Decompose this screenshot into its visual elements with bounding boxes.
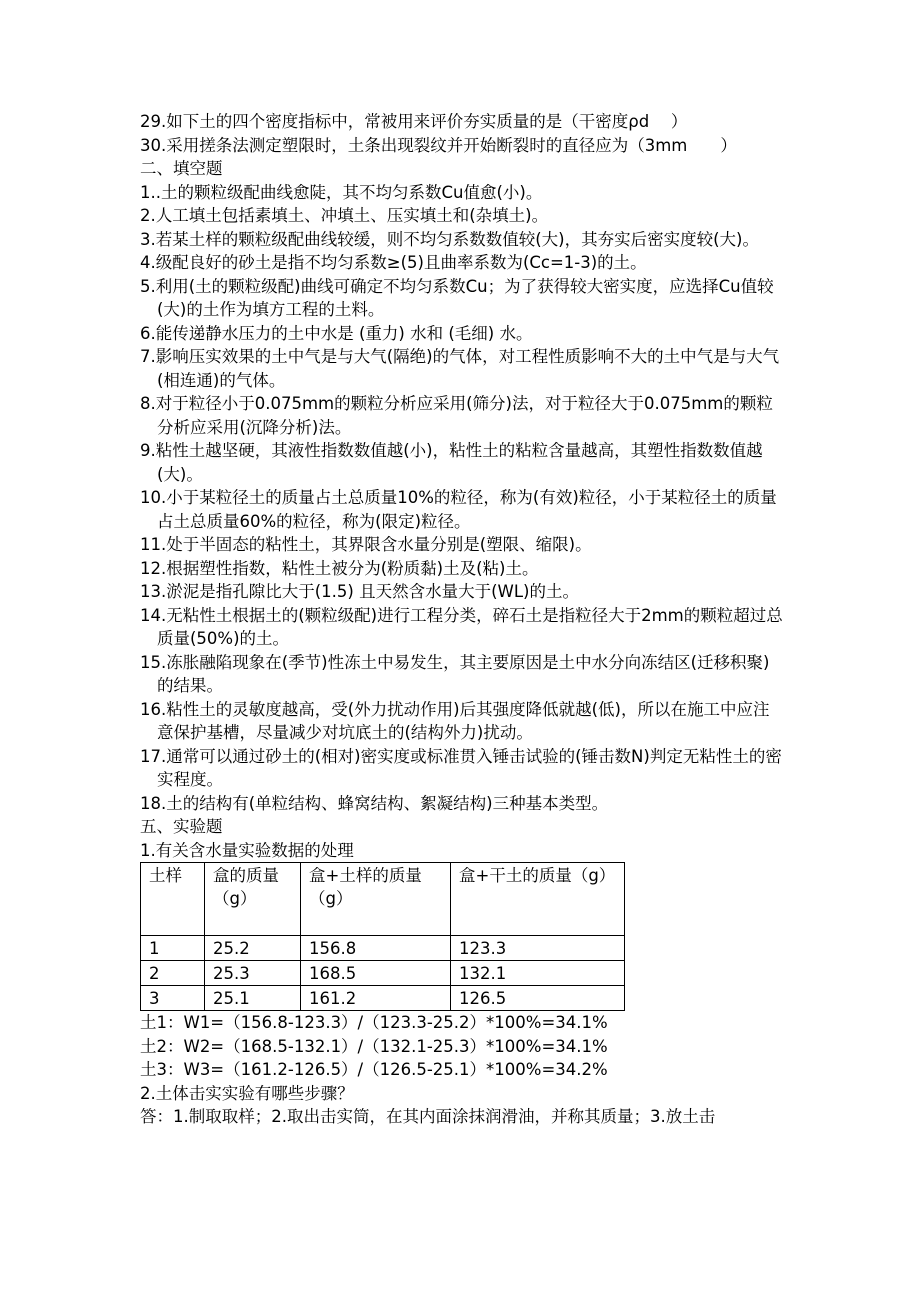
fill-item: 12.根据塑性指数，粘性土被分为(粉质黏)土及(粘)土。 [140, 558, 539, 578]
question-2-answer: 答：1.制取取样；2.取出击实筒，在其内面涂抹润滑油，并称其质量；3.放土击 [140, 1107, 716, 1126]
table-cell: 25.3 [205, 961, 301, 986]
fill-item: 1..土的颗粒级配曲线愈陡，其不均匀系数Cu值愈(小)。 [140, 182, 543, 202]
table-header-row [141, 863, 625, 936]
table-cell: 1 [141, 936, 205, 961]
table-cell: 156.8 [301, 936, 451, 961]
table-cell: 25.1 [205, 986, 301, 1011]
fill-item: 14.无粘性土根据土的(颗粒级配)进行工程分类，碎石土是指粒径大于2mm的颗粒超过总质量(50%)的土。 [140, 605, 783, 648]
question-29: 29.如下土的四个密度指标中，常被用来评价夯实质量的是（干密度ρd ） [140, 112, 688, 131]
table-row [141, 961, 625, 986]
fill-item: 2.人工填土包括素填土、冲填土、压实填土和(杂填土)。 [140, 206, 549, 225]
fill-item: 8.对于粒径小于0.075mm的颗粒分析应采用(筛分)法，对于粒径大于0.075mm的颗粒分析应采用(沉降分析)法。 [140, 394, 773, 437]
table-cell: 126.5 [451, 986, 625, 1011]
fill-item: 15.冻胀融陷现象在(季节)性冻土中易发生，其主要原因是土中水分向冻结区(迁移积聚) 的结果。 [140, 652, 770, 695]
calc-line: 土3：W3=（161.2-126.5）/（126.5-25.1）*100%=34.2% [140, 1060, 608, 1079]
table-cell: 168.5 [301, 961, 451, 986]
fill-item: 7.影响压实效果的土中气是与大气(隔绝)的气体，对工程性质影响不大的土中气是与大气(相连通)的气体。 [140, 347, 780, 390]
table-cell: 132.1 [451, 961, 625, 986]
table-header-cell: 盒+土样的质量（g） [301, 863, 451, 936]
fill-item: 4.级配良好的砂土是指不均匀系数≥(5)且曲率系数为(Cc=1-3)的土。 [140, 253, 647, 272]
table-row [141, 986, 625, 1011]
fill-item: 11.处于半固态的粘性土，其界限含水量分别是(塑限、缩限)。 [140, 535, 592, 554]
fill-item: 16.粘性土的灵敏度越高，受(外力扰动作用)后其强度降低就越(低)，所以在施工中应注意保护基槽，尽量减少对坑底土的(结构外力)扰动。 [140, 699, 770, 742]
calc-line: 土2：W2=（168.5-132.1）/（132.1-25.3）*100%=34.1% [140, 1036, 608, 1056]
fill-item: 5.利用(土的颗粒级配)曲线可确定不均匀系数Cu；为了获得较大密实度，应选择Cu值较(大)的土作为填方工程的土料。 [140, 276, 774, 319]
section-heading-experiment: 五、实验题 [140, 817, 223, 836]
table-header-cell: 盒+干土的质量（g） [451, 863, 625, 936]
table-header-cell: 盒的质量（g） [205, 863, 301, 936]
fill-item: 18.土的结构有(单粒结构、蜂窝结构、絮凝结构)三种基本类型。 [140, 793, 609, 813]
table-cell: 25.2 [205, 936, 301, 961]
question-30: 30.采用搓条法测定塑限时，土条出现裂纹并开始断裂时的直径应为（3mm ） [140, 135, 737, 155]
moisture-data-table [140, 862, 625, 1011]
table-row [141, 936, 625, 961]
table-cell: 2 [141, 961, 205, 986]
table-header-cell: 土样 [141, 863, 205, 936]
question-1-title: 1.有关含水量实验数据的处理 [140, 840, 354, 860]
document-body [140, 110, 785, 1129]
calc-line: 土1：W1=（156.8-123.3）/（123.3-25.2）*100%=34.1% [140, 1013, 608, 1032]
table-cell: 3 [141, 986, 205, 1011]
fill-item: 3.若某土样的颗粒级配曲线较缓，则不均匀系数数值较(大)，其夯实后密实度较(大)。 [140, 229, 759, 249]
fill-item: 17.通常可以通过砂土的(相对)密实度或标准贯入锤击试验的(锤击数N)判定无粘性土的密实程度。 [140, 746, 782, 789]
table-cell: 123.3 [451, 936, 625, 961]
section-heading-fill: 二、填空题 [140, 159, 223, 178]
fill-item: 13.淤泥是指孔隙比大于(1.5) 且天然含水量大于(WL)的土。 [140, 582, 579, 601]
fill-item: 9.粘性土越坚硬，其液性指数数值越(小)，粘性土的粘粒含量越高，其塑性指数数值越(大)。 [140, 441, 763, 484]
table-cell: 161.2 [301, 986, 451, 1011]
fill-item: 6.能传递静水压力的土中水是 (重力) 水和 (毛细) 水。 [140, 323, 533, 343]
fill-item: 10.小于某粒径土的质量占土总质量10%的粒径，称为(有效)粒径，小于某粒径土的质量占土总质量60%的粒径，称为(限定)粒径。 [140, 488, 777, 531]
question-2-title: 2.土体击实实验有哪些步骤？ [140, 1083, 354, 1103]
